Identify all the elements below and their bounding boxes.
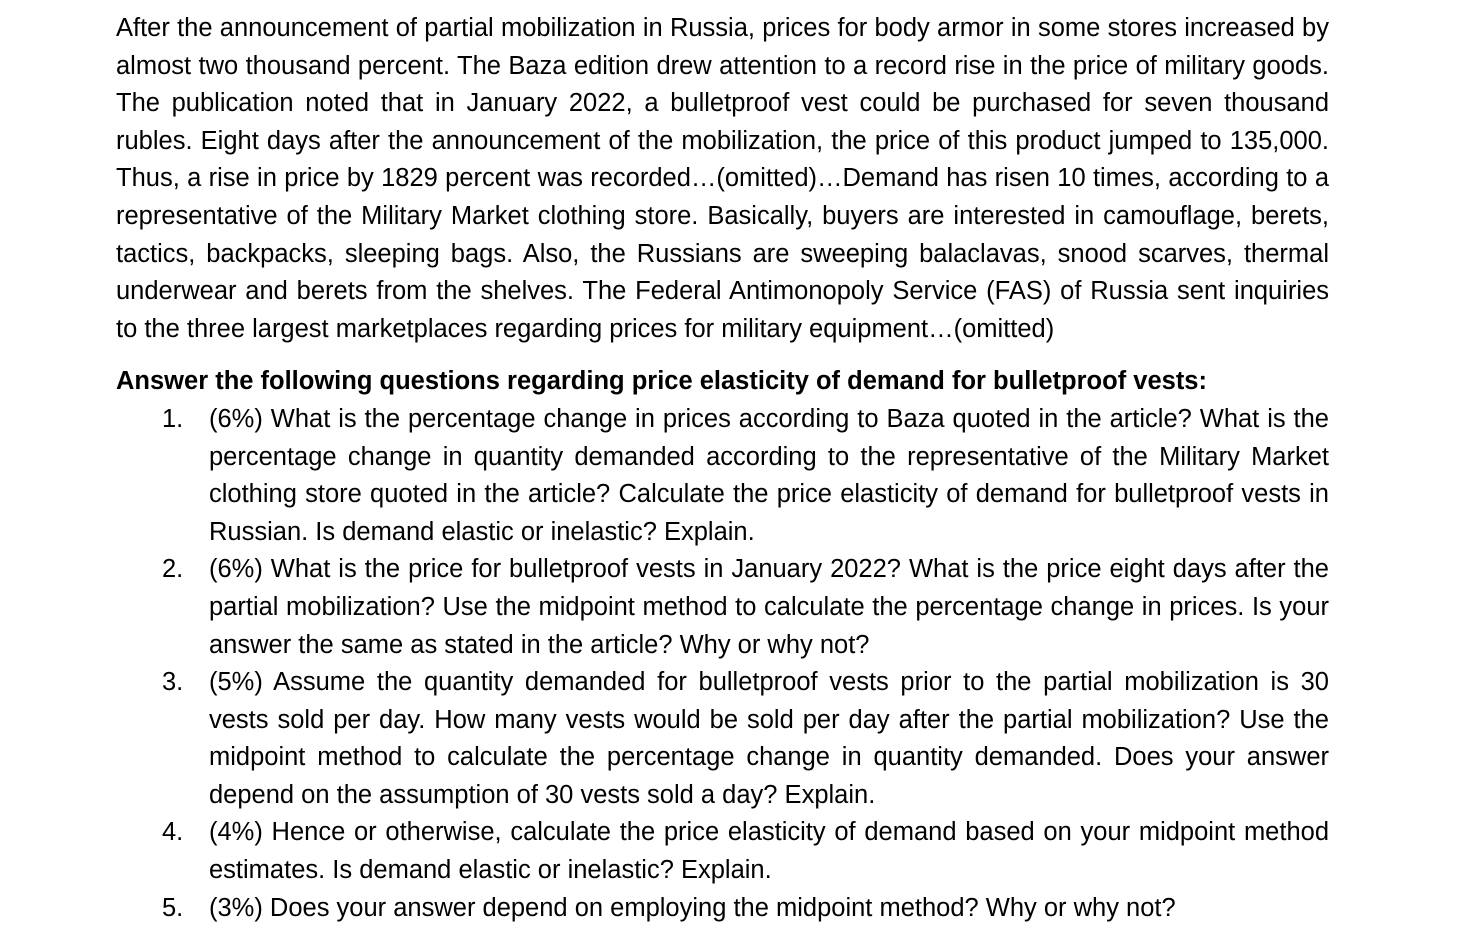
question-text: (6%) What is the price for bulletproof vests in January 2022? What is the price eight days after the partial mobilization? Use the midpoint method to calculate the percentage change in prices. Is your answer the same as stated in the article? Why or why not? [209, 555, 1329, 659]
question-text: (4%) Hence or otherwise, calculate the price elasticity of demand based on your midpoint method estimates. Is demand elastic or inelastic? Explain. [209, 818, 1329, 885]
questions-heading: Answer the following questions regarding price elasticity of demand for bulletproof vests: [116, 367, 1207, 396]
article-excerpt: After the announcement of partial mobilization in Russia, prices for body armor in some stores increased by almost two thousand percent. The Baza edition drew attention to a record rise in the price of military goods. The publication noted that in January 2022, a bulletproof vest could be purchased for seven thousand rubles. Eight days after the announcement of the mobilization, the price of this product jumped to 135,000. Thus, a rise in price by 1829 percent was recorded…(omitted)…Demand has risen 10 times, according to a representative of the Military Market clothing store. Basically, buyers are interested in camouflage, berets, tactics, backpacks, sleeping bags. Also, the Russians are sweeping balaclavas, snood scarves, thermal underwear and berets from the shelves. The Federal Antimonopoly Service (FAS) of Russia sent inquiries to the three largest marketplaces regarding prices for military equipment…(omitted) [116, 14, 1329, 343]
questions-list [116, 401, 1329, 927]
question-number: 1. [162, 404, 184, 433]
question-number: 5. [162, 893, 184, 922]
question-text: (3%) Does your answer depend on employing the midpoint method? Why or why not? [209, 893, 1176, 922]
question-item [116, 551, 1329, 664]
question-item [116, 401, 1329, 551]
question-text: (6%) What is the percentage change in prices according to Baza quoted in the article? What is the percentage change in quantity demanded according to the representative of the Military Market clothing store quoted in the article? Calculate the price elasticity of demand for bulletproof vests in Russian. Is demand elastic or inelastic? Explain. [209, 404, 1329, 546]
question-item [116, 890, 1329, 928]
question-item [116, 814, 1329, 889]
question-text: (5%) Assume the quantity demanded for bulletproof vests prior to the partial mobilization is 30 vests sold per day. How many vests would be sold per day after the partial mobilization? Use the midpoint method to calculate the percentage change in quantity demanded. Does your answer depend on the assumption of 30 vests sold a day? Explain. [209, 668, 1329, 809]
question-item [116, 664, 1329, 814]
document-page [116, 10, 1329, 927]
question-number: 3. [162, 668, 184, 697]
question-number: 4. [162, 818, 184, 847]
question-number: 2. [162, 555, 184, 584]
